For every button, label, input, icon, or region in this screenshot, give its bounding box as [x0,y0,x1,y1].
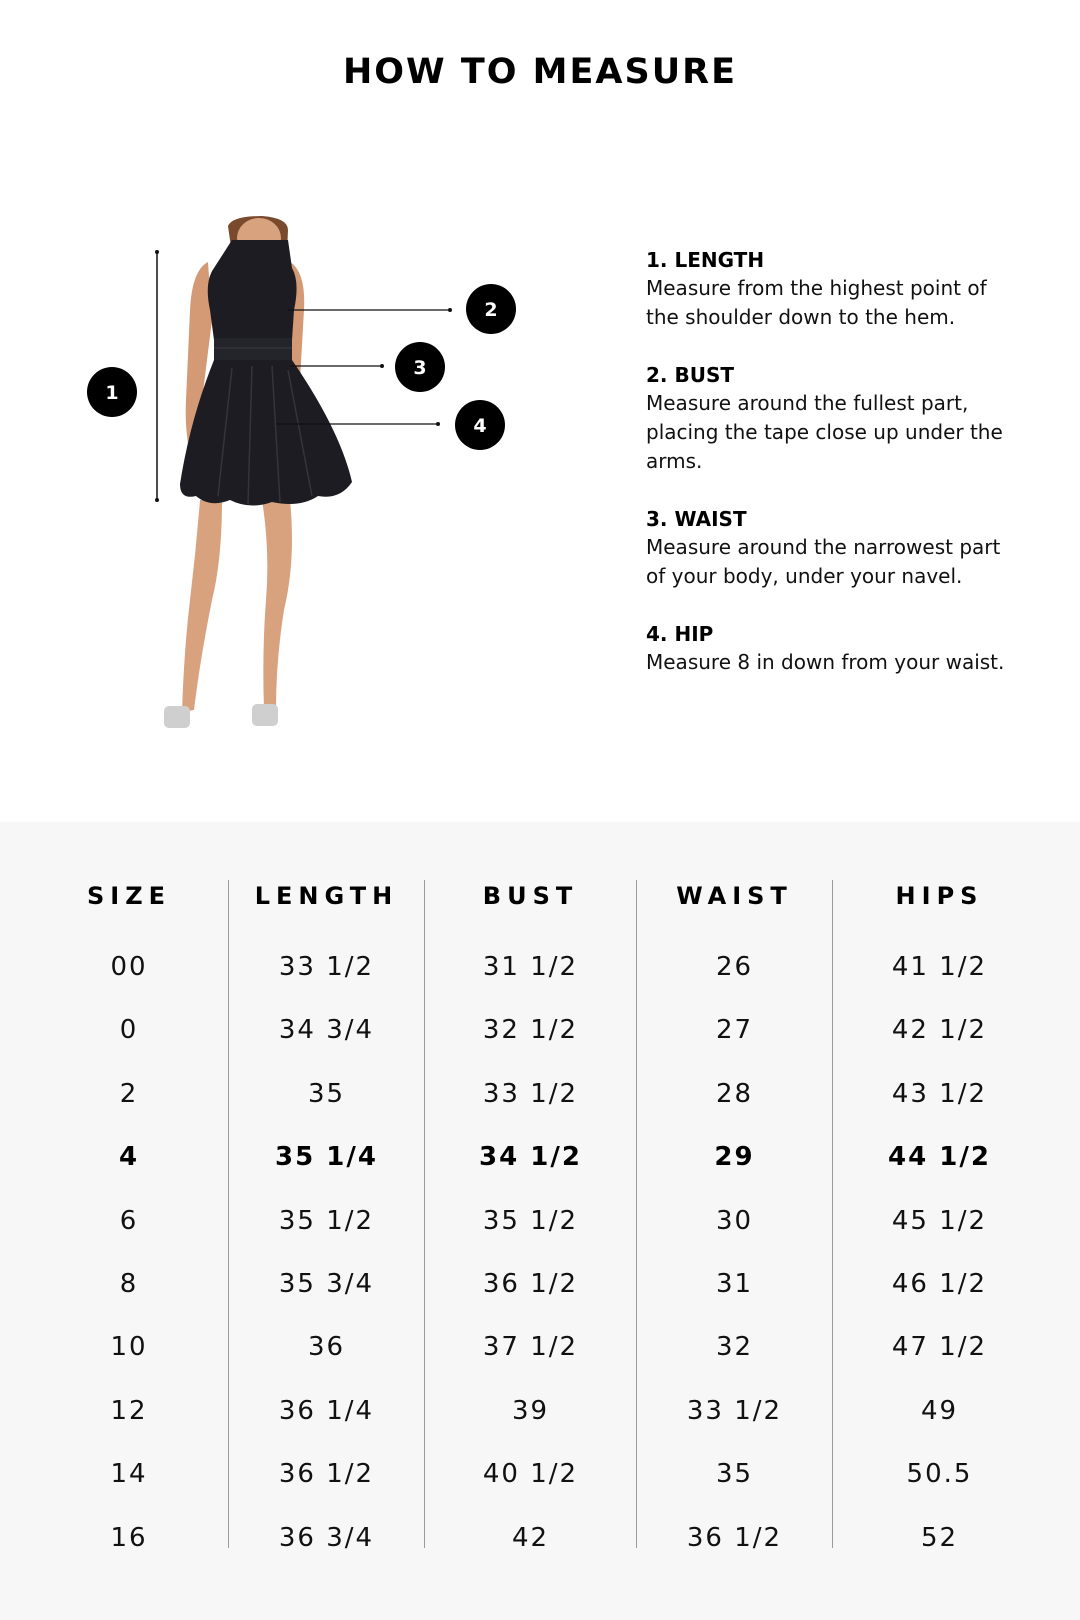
table-cell: 49 [920,1395,959,1426]
table-cell: 00 [110,952,148,982]
table-cell: 32 1/2 [482,1015,579,1046]
table-cell: 35 1/2 [278,1205,375,1236]
table-cell: 36 1/2 [278,1459,375,1490]
table-cell: 2 [119,1078,139,1109]
table-cell: 29 [714,1142,755,1173]
table-cell: 8 [119,1268,139,1299]
step-text: Measure around the narrowest part of your body, under your navel. [646,535,1001,588]
table-cell: 34 1/2 [479,1142,582,1173]
table-cell: 36 3/4 [278,1522,375,1553]
table-cell: 40 1/2 [482,1459,579,1490]
table-cell: 27 [715,1015,754,1046]
column-header: WAIST [676,882,793,910]
table-cell: 41 1/2 [891,952,988,982]
step-title: 4. HIP [646,622,714,646]
column-length [228,880,424,1553]
measuring-instructions [646,246,1016,706]
table-cell: 4 [118,1142,140,1173]
table-cell: 45 1/2 [891,1205,988,1236]
step-length [646,246,1016,332]
column-bust [424,880,636,1553]
model-right-leg [262,500,292,710]
table-cell: 12 [110,1395,148,1426]
dress-bodice [208,240,297,340]
step-bust [646,361,1016,476]
step-text: Measure 8 in down from your waist. [646,650,1005,674]
table-cell: 10 [110,1332,148,1363]
table-cell: 26 [715,952,754,982]
table-cell: 39 [511,1395,550,1426]
size-chart [0,822,1080,1620]
column-hips [832,880,1046,1553]
model-left-shoe [164,706,190,728]
table-cell: 52 [920,1522,959,1553]
table-cell: 35 3/4 [278,1268,375,1299]
table-cell: 47 1/2 [891,1332,988,1363]
table-cell: 31 [715,1268,754,1299]
table-cell: 28 [715,1078,754,1109]
table-cell: 37 1/2 [482,1332,579,1363]
step-title: 2. BUST [646,363,735,387]
table-cell: 35 1/2 [482,1205,579,1236]
table-cell: 33 1/2 [482,1078,579,1109]
marker-waist-label: 3 [413,357,427,379]
step-hip [646,620,1016,677]
table-cell: 14 [110,1459,148,1490]
table-cell: 36 1/4 [278,1395,375,1426]
marker-hip-label: 4 [473,415,487,437]
step-title: 3. WAIST [646,507,747,531]
table-cell: 34 3/4 [278,1015,375,1046]
dress-waistband [214,338,292,362]
column-header: HIPS [895,882,984,910]
page-title: HOW TO MEASURE [343,52,737,92]
column-header: SIZE [86,882,171,910]
model-illustration [0,200,600,780]
table-cell: 36 1/2 [686,1522,783,1553]
table-cell: 36 1/2 [482,1268,579,1299]
table-cell: 35 [715,1459,754,1490]
model-left-leg [182,500,222,712]
column-size [30,880,228,1553]
step-waist [646,505,1016,591]
table-cell: 42 1/2 [891,1015,988,1046]
table-cell: 46 1/2 [891,1268,988,1299]
table-cell: 0 [119,1015,139,1046]
marker-bust-label: 2 [484,299,498,321]
marker-length-label: 1 [105,382,119,404]
column-waist [636,880,832,1553]
table-cell: 50.5 [906,1459,973,1490]
table-cell: 32 [715,1332,754,1363]
table-cell: 33 1/2 [686,1395,783,1426]
table-cell: 31 1/2 [482,952,579,982]
table-cell: 36 [307,1332,346,1363]
step-title: 1. LENGTH [646,248,765,272]
step-text: Measure around the fullest part, placing the tape close up under the arms. [646,391,1003,473]
step-text: Measure from the highest point of the shoulder down to the hem. [646,276,987,329]
column-header: BUST [482,882,579,910]
table-cell: 16 [110,1522,148,1553]
table-cell: 6 [119,1205,139,1236]
table-cell: 35 [307,1078,346,1109]
table-cell: 43 1/2 [891,1078,988,1109]
table-cell: 42 [511,1522,550,1553]
table-cell: 30 [715,1205,754,1236]
table-cell: 35 1/4 [275,1142,378,1173]
model-right-shoe [252,704,278,726]
measurement-figure [0,200,600,780]
dress-skirt [180,360,352,506]
table-cell: 33 1/2 [278,952,375,982]
table-cell: 44 1/2 [888,1142,991,1173]
column-header: LENGTH [254,882,399,910]
